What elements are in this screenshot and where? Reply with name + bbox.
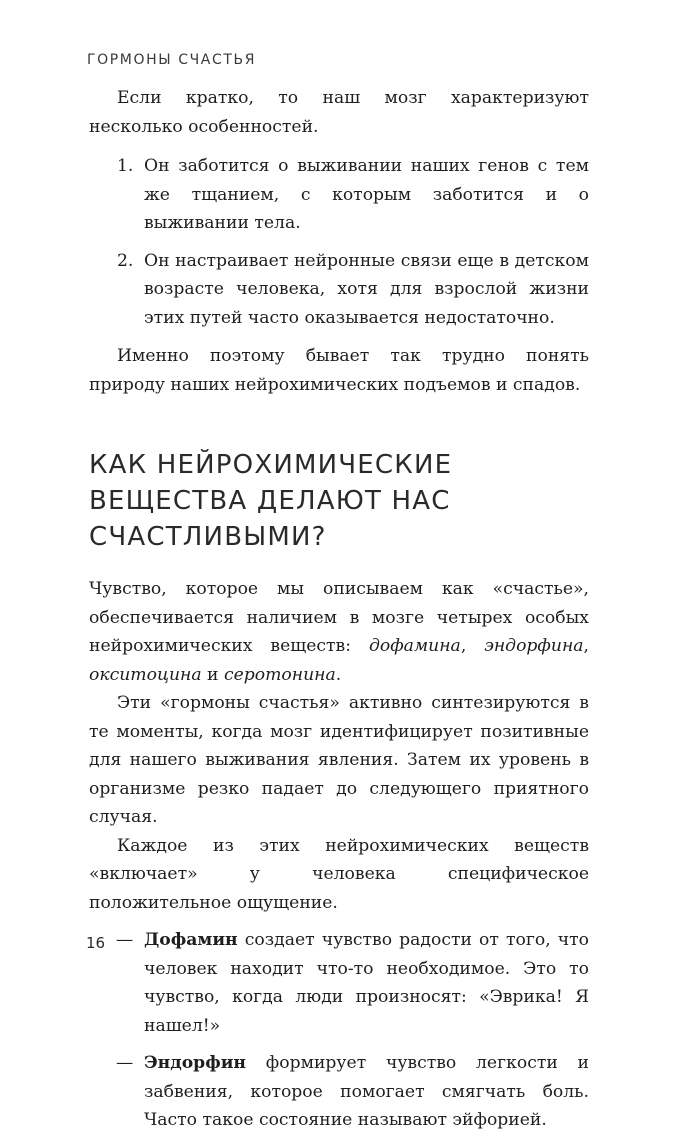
numbered-list xyxy=(89,152,589,332)
separator: . xyxy=(335,664,342,685)
chemical-endorphin: эндорфина xyxy=(484,636,584,656)
list-number: 1. xyxy=(117,156,134,176)
dash-marker: — xyxy=(116,1053,134,1073)
section-heading: КАК НЕЙРОХИМИЧЕСКИЕ ВЕЩЕСТВА ДЕЛАЮТ НАС СЧАСТЛИВЫМИ? xyxy=(89,450,453,552)
list-item xyxy=(89,1049,589,1135)
separator: , xyxy=(583,636,589,656)
dash-list xyxy=(89,926,589,1135)
list-item-text: Он настраивает нейронные связи еще в детском возрасте человека, хотя для взрослой жизни этих путей часто оказывается недостаточно. xyxy=(144,250,589,328)
page-number: 16 xyxy=(86,934,106,952)
chemical-dopamine: дофамина xyxy=(368,636,461,656)
chemical-oxytocin: окситоцина xyxy=(89,664,202,685)
separator: и xyxy=(201,664,224,685)
paragraph-text: Чувство, которое мы описываем как «счастье», обеспечивается наличием в мозге четырех особых нейрохимических веществ: xyxy=(89,579,589,656)
paragraph-sensations: Каждое из этих нейрохимических веществ «включает» у человека специфическое положительное ощущение. xyxy=(89,835,589,913)
list-item xyxy=(89,152,589,238)
chemical-serotonin: серотонина xyxy=(223,664,336,685)
list-item-text: создает чувство радости от того, что человек находит что-то необходимое. Это то чувство, когда люди произносят: «Эврика! Я нашел!» xyxy=(144,930,589,1036)
list-item xyxy=(89,247,589,333)
body-text xyxy=(89,84,589,1144)
list-item-text: Он заботится о выживании наших генов с тем же тщанием, с которым заботится и о выживании тела. xyxy=(144,156,589,233)
list-item-text: формирует чувство легкости и забвения, которое помогает смягчать боль. Часто такое состояние называют эйфорией. xyxy=(144,1053,589,1130)
list-number: 2. xyxy=(117,250,134,271)
paragraph-hormones xyxy=(89,575,589,689)
dash-marker: — xyxy=(116,930,134,950)
term-endorphin: Эндорфин xyxy=(144,1053,247,1073)
intro-paragraph: Если кратко, то наш мозг характеризуют несколько особенностей. xyxy=(89,88,589,137)
paragraph-synthesis: Эти «гормоны счастья» активно синтезируются в те моменты, когда мозг идентифицирует позитивные для нашего выживания явления. Затем их уровень в организме резко падает до следующего приятного случая. xyxy=(89,693,589,827)
running-head: ГОРМОНЫ СЧАСТЬЯ xyxy=(87,52,257,68)
term-dopamine: Дофамин xyxy=(144,930,238,950)
conclusion-paragraph: Именно поэтому бывает так трудно понять природу наших нейрохимических подъемов и спадов. xyxy=(89,346,589,395)
separator: , xyxy=(460,636,485,656)
list-item xyxy=(89,926,589,1040)
